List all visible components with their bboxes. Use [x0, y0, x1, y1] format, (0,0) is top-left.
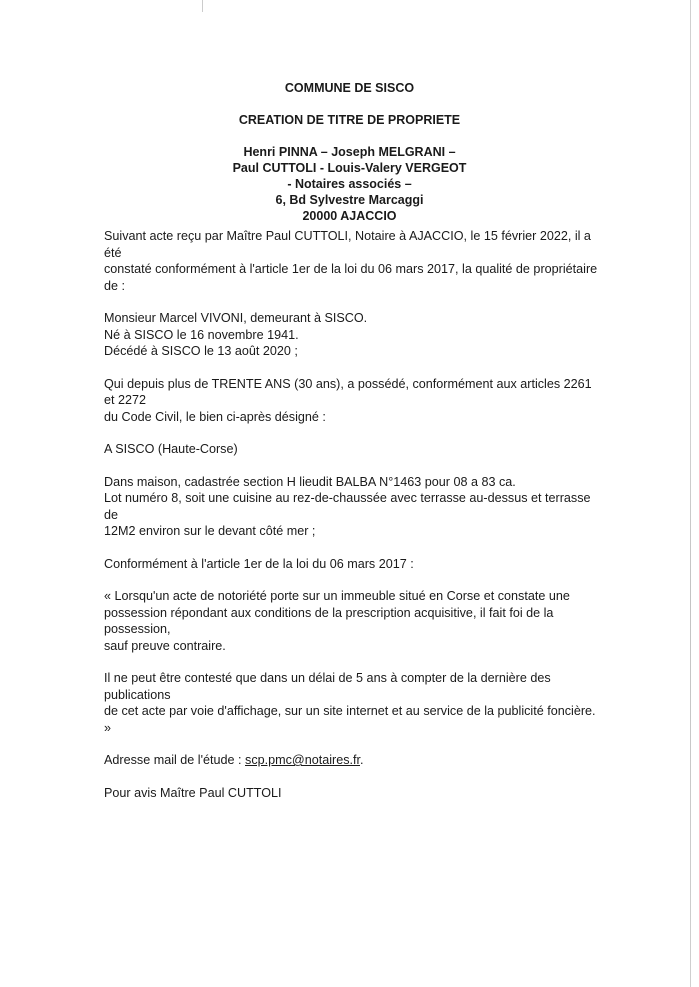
paragraph-property — [104, 474, 604, 540]
document-header — [0, 80, 699, 224]
paragraph-line: Monsieur Marcel VIVONI, demeurant à SISCO. — [104, 311, 368, 325]
paragraph-contest — [104, 670, 604, 736]
commune-title: COMMUNE DE SISCO — [284, 81, 415, 95]
paragraph-line: « Lorsqu'un acte de notoriété porte sur un immeuble situé en Corse et constate une — [104, 589, 570, 603]
paragraph-line: Décédé à SISCO le 13 août 2020 ; — [104, 344, 298, 358]
email-line — [104, 752, 604, 769]
notaries-line-3: - Notaires associés – — [287, 177, 412, 191]
email-link[interactable]: scp.pmc@notaires.fr — [245, 753, 360, 767]
paragraph-law-reference — [104, 556, 604, 573]
paragraph-quote — [104, 588, 604, 654]
email-label: Adresse mail de l'étude : — [104, 753, 246, 767]
address-line-1: 6, Bd Sylvestre Marcaggi — [275, 193, 424, 207]
address-line-2: 20000 AJACCIO — [302, 209, 397, 223]
paragraph-line: du Code Civil, le bien ci-après désigné : — [104, 409, 326, 424]
paragraph-line: 12M2 environ sur le devant côté mer ; — [104, 524, 316, 538]
notaries-line-2: Paul CUTTOLI - Louis-Valery VERGEOT — [232, 161, 467, 175]
paragraph-act — [104, 228, 604, 294]
paragraph-line: Lot numéro 8, soit une cuisine au rez-de-chaussée avec terrasse au-dessus et terrasse de — [104, 491, 591, 522]
paragraph-owner — [104, 310, 604, 360]
document-body — [104, 228, 604, 817]
closing-line: Pour avis Maître Paul CUTTOLI — [104, 785, 282, 800]
email-suffix: . — [360, 753, 364, 767]
paragraph-closing — [104, 785, 604, 802]
paragraph-possession — [104, 376, 604, 426]
paragraph-line: possession répondant aux conditions de la prescription acquisitive, il fait foi de la possession, — [104, 605, 554, 636]
paragraph-line: Il ne peut être contesté que dans un délai de 5 ans à compter de la dernière des publications — [104, 671, 551, 702]
paragraph-line: A SISCO (Haute-Corse) — [104, 442, 238, 456]
paragraph-location — [104, 441, 604, 458]
notaries-line-1: Henri PINNA – Joseph MELGRANI – — [243, 145, 456, 159]
paragraph-line: Dans maison, cadastrée section H lieudit BALBA N°1463 pour 08 a 83 ca. — [104, 474, 516, 489]
paragraph-email — [104, 752, 604, 769]
paragraph-line: Conformément à l'article 1er de la loi du 06 mars 2017 : — [104, 556, 414, 571]
paragraph-line: Suivant acte reçu par Maître Paul CUTTOLI, Notaire à AJACCIO, le 15 février 2022, il a été — [104, 229, 591, 260]
paragraph-line: de cet acte par voie d'affichage, sur un site internet et au service de la publicité foncière. » — [104, 704, 596, 735]
document-title: CREATION DE TITRE DE PROPRIETE — [238, 113, 461, 127]
paragraph-line: constaté conformément à l'article 1er de la loi du 06 mars 2017, la qualité de propriétaire de : — [104, 262, 598, 293]
paragraph-line: Qui depuis plus de TRENTE ANS (30 ans), a possédé, conformément aux articles 2261 et 2272 — [104, 376, 592, 407]
scan-speck — [202, 0, 203, 12]
paragraph-line: Né à SISCO le 16 novembre 1941. — [104, 327, 299, 342]
paragraph-line: sauf preuve contraire. — [104, 638, 226, 653]
